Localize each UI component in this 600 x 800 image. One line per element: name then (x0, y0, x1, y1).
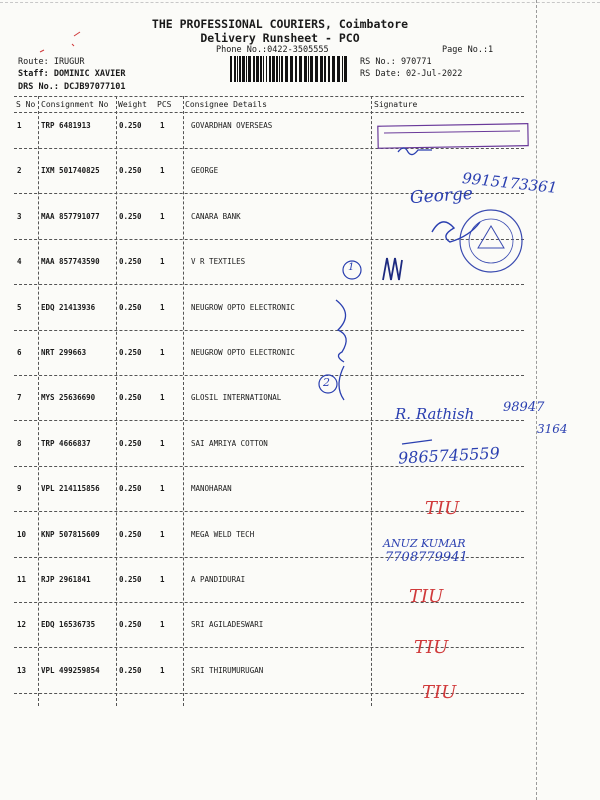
signature-scribble (383, 258, 402, 280)
barcode-bar (234, 56, 236, 82)
row-sno: 1 (17, 121, 22, 130)
handwritten-phone: 7708779941 (385, 550, 468, 565)
row-pcs: 1 (160, 620, 165, 630)
phone-number: Phone No.:0422-3505555 (216, 45, 329, 55)
stamp-text-line (384, 131, 520, 133)
handwritten-phone: 9915173361 (461, 169, 559, 197)
rs-date: RS Date: 02-Jul-2022 (360, 69, 463, 79)
barcode-bar (290, 56, 293, 82)
barcode-bar (285, 56, 288, 82)
circle-mark (343, 261, 361, 279)
bracket-stroke (336, 300, 346, 362)
barcode-bar (308, 56, 309, 82)
barcode-bar (266, 56, 267, 82)
row-sno: 9 (17, 484, 22, 494)
row-consignee: GLOSIL INTERNATIONAL (191, 393, 282, 403)
round-seal (460, 210, 522, 272)
row-consignee: GEORGE (191, 166, 219, 176)
barcode-bar (324, 56, 326, 82)
company-title: THE PROFESSIONAL COURIERS, Coimbatore (151, 17, 409, 31)
barcode-bar (276, 56, 278, 82)
row-pcs: 1 (160, 393, 165, 403)
barcode-bar (256, 56, 259, 82)
handwritten-mark: 1 (348, 262, 355, 273)
bracket-stroke (339, 366, 344, 400)
row-weight: 0.250 (119, 211, 142, 221)
row-sno: 11 (17, 575, 27, 584)
col-header-consignee: Consignee Details (185, 100, 267, 109)
row-divider (14, 511, 524, 512)
row-weight: 0.250 (119, 121, 142, 130)
row-consignment-no: IXM 501740825 (41, 166, 100, 176)
row-consignment-no: MAA 857791077 (41, 211, 100, 221)
row-consignee: GOVARDHAN OVERSEAS (191, 121, 273, 130)
row-consignment-no: VPL 214115856 (41, 484, 100, 494)
row-weight: 0.250 (119, 257, 142, 267)
barcode-image (229, 56, 347, 82)
table-top-rule (14, 96, 524, 97)
row-divider (14, 420, 524, 421)
row-consignee: CANARA BANK (191, 211, 241, 221)
row-consignment-no: VPL 499259854 (41, 665, 100, 675)
row-weight: 0.250 (119, 166, 142, 176)
barcode-bar (304, 56, 307, 82)
barcode-bar (315, 56, 318, 82)
handwritten-tu: TIU (422, 682, 457, 703)
handwritten-name: R. Rathish (395, 405, 475, 423)
barcode-bar (272, 56, 275, 82)
barcode-bar (269, 56, 271, 82)
barcode-bar (344, 56, 347, 82)
row-weight: 0.250 (119, 393, 142, 403)
row-consignee: SRI AGILADESWARI (191, 620, 264, 630)
top-edge-line (0, 2, 600, 3)
row-pcs: 1 (160, 438, 165, 448)
barcode-bar (310, 56, 313, 82)
row-sno: 3 (17, 211, 22, 221)
row-consignee: SRI THIRUMURUGAN (191, 665, 264, 675)
staff-field: Staff: DOMINIC XAVIER (18, 69, 126, 79)
row-divider (14, 330, 524, 331)
barcode-bar (281, 56, 283, 82)
row-consignment-no: MAA 857743590 (41, 257, 100, 267)
row-pcs: 1 (160, 529, 165, 539)
row-divider (14, 193, 524, 194)
barcode-bar (332, 56, 335, 82)
barcode-bar (237, 56, 238, 82)
row-consignment-no: TRP 6481913 (41, 121, 91, 130)
barcode-bar (248, 56, 251, 82)
route-field: Route: IRUGUR (18, 57, 85, 67)
col-header-signature: Signature (374, 100, 418, 109)
row-sno: 2 (17, 166, 22, 176)
round-seal-inner (469, 219, 513, 263)
row-divider (14, 602, 524, 603)
row-weight: 0.250 (119, 348, 142, 357)
row-consignee: NEUGROW OPTO ELECTRONIC (191, 348, 295, 357)
company-stamp-box (378, 124, 528, 149)
row-pcs: 1 (160, 348, 165, 357)
barcode-bar (242, 56, 245, 82)
handwritten-tu: TIU (409, 586, 444, 607)
row-consignment-no: RJP 2961841 (41, 575, 91, 584)
barcode-bar (230, 56, 232, 82)
page-number: Page No.:1 (442, 45, 494, 55)
handwritten-phone: 98947 (503, 400, 545, 415)
barcode-bar (295, 56, 297, 82)
row-pcs: 1 (160, 211, 165, 221)
row-weight: 0.250 (119, 484, 142, 494)
row-sno: 10 (17, 529, 27, 539)
row-pcs: 1 (160, 575, 165, 584)
col-header-sno: S No (16, 100, 36, 109)
row-consignment-no: KNP 507815609 (41, 529, 100, 539)
row-pcs: 1 (160, 302, 165, 312)
row-sno: 12 (17, 620, 27, 630)
row-consignment-no: EDQ 16536735 (41, 620, 96, 630)
row-consignment-no: NRT 299663 (41, 348, 87, 357)
rs-number: RS No.: 970771 (360, 57, 432, 67)
row-consignee: MEGA WELD TECH (191, 529, 255, 539)
row-weight: 0.250 (119, 665, 142, 675)
row-sno: 13 (17, 665, 27, 675)
row-consignee: V R TEXTILES (191, 257, 246, 267)
row-consignee: SAI AMRIYA COTTON (191, 438, 268, 448)
col-divider (371, 96, 372, 706)
barcode-bar (253, 56, 255, 82)
handwritten-phone: 9865745559 (397, 443, 501, 468)
circle-mark (319, 375, 337, 393)
row-divider (14, 148, 524, 149)
row-sno: 4 (17, 257, 22, 267)
row-weight: 0.250 (119, 302, 142, 312)
row-sno: 7 (17, 393, 22, 403)
barcode-bar (299, 56, 302, 82)
barcode-bar (342, 56, 343, 82)
barcode-bar (320, 56, 323, 82)
row-pcs: 1 (160, 121, 165, 130)
row-consignment-no: MYS 25636690 (41, 393, 96, 403)
row-divider (14, 647, 524, 648)
col-divider (116, 96, 117, 706)
row-consignee: MANOHARAN (191, 484, 232, 494)
row-consignment-no: EDQ 21413936 (41, 302, 96, 312)
row-divider (14, 239, 524, 240)
row-weight: 0.250 (119, 529, 142, 539)
row-consignment-no: TRP 4666837 (41, 438, 91, 448)
row-weight: 0.250 (119, 438, 142, 448)
handwritten-mark: 2 (323, 376, 330, 389)
handwritten-name: ANUZ KUMAR (383, 537, 466, 550)
row-divider (14, 284, 524, 285)
barcode-bar (246, 56, 247, 82)
barcode-bar (260, 56, 262, 82)
row-divider (14, 466, 524, 467)
row-pcs: 1 (160, 257, 165, 267)
row-consignee: A PANDIDURAI (191, 575, 246, 584)
handwritten-tu: TIU (425, 498, 460, 519)
seal-triangle (478, 226, 504, 248)
row-pcs: 1 (160, 484, 165, 494)
handwritten-phone: 3164 (537, 422, 568, 436)
row-sno: 5 (17, 302, 22, 312)
fold-line (536, 0, 537, 800)
row-sno: 6 (17, 348, 22, 357)
col-header-consignment: Consignment No (41, 100, 109, 109)
row-consignee: NEUGROW OPTO ELECTRONIC (191, 302, 295, 312)
barcode-bar (279, 56, 280, 82)
drs-number: DRS No.: DCJB97077101 (18, 82, 126, 92)
row-divider (14, 693, 524, 694)
col-divider (38, 96, 39, 706)
table-header-rule (14, 112, 524, 113)
col-divider (183, 96, 184, 706)
row-weight: 0.250 (119, 620, 142, 630)
barcode-bar (239, 56, 241, 82)
row-pcs: 1 (160, 166, 165, 176)
handwritten-tu: TIU (414, 637, 449, 658)
row-weight: 0.250 (119, 575, 142, 584)
col-header-weight: Weight (118, 100, 147, 109)
row-divider (14, 375, 524, 376)
barcode-bar (263, 56, 264, 82)
document-subtitle: Delivery Runsheet - PCO (200, 31, 360, 45)
row-pcs: 1 (160, 665, 165, 675)
barcode-bar (328, 56, 330, 82)
row-divider (14, 557, 524, 558)
barcode-bar (337, 56, 340, 82)
row-sno: 8 (17, 438, 22, 448)
signature-scribble (402, 440, 432, 444)
handwritten-name: George (409, 183, 474, 209)
col-header-pcs: PCS (157, 100, 172, 109)
